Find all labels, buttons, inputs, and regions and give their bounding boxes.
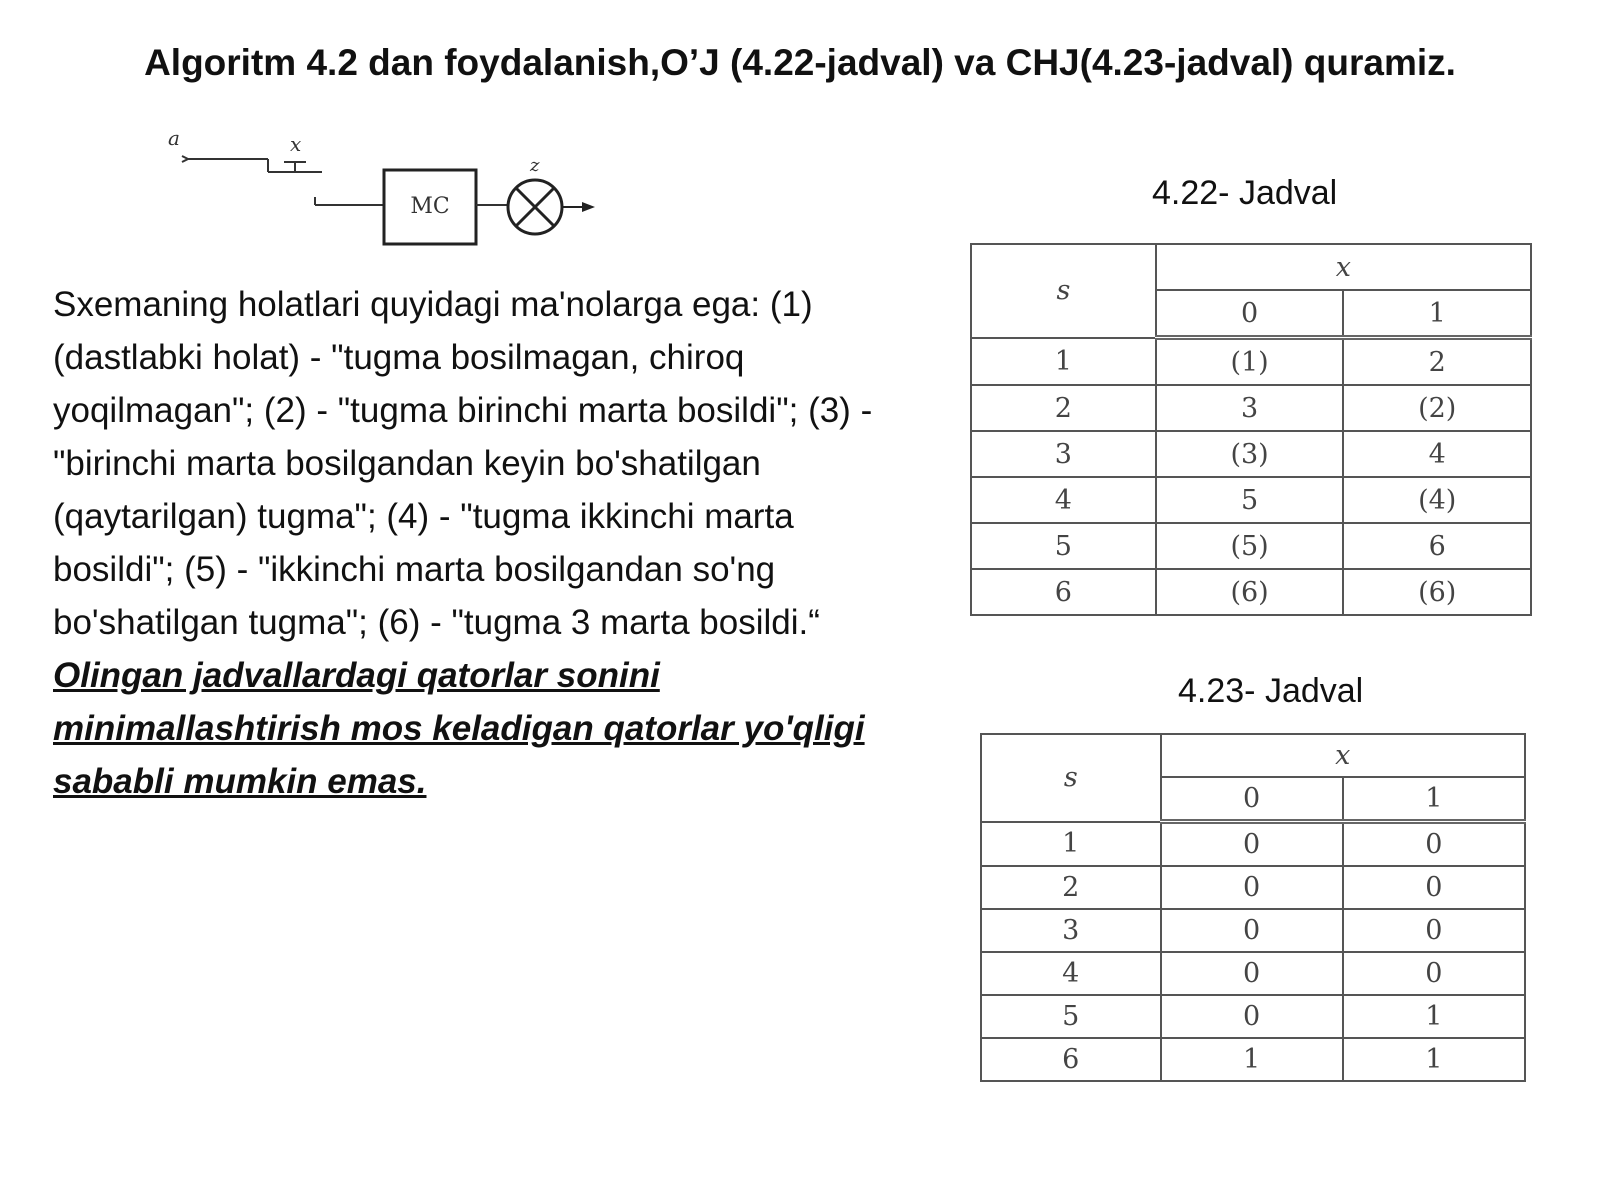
row-header-s: s	[971, 244, 1156, 338]
cell-x0: 5	[1156, 477, 1344, 523]
table-row	[971, 569, 1531, 615]
cell-x0: (5)	[1156, 523, 1344, 569]
col-1-header: 1	[1343, 290, 1531, 338]
table-row	[981, 866, 1525, 909]
cell-s: 1	[971, 338, 1156, 386]
states-description: Sxemaning holatlari quyidagi ma'nolarga ega: (1) (dastlabki holat) - "tugma bosilmagan, chiroq yoqilmagan"; (2) - "tugma birinchi marta bosildi"; (3) - "birinchi marta bosilgandan keyin bo'shatilgan (qaytarilgan) tugma"; (4) - "tugma ikkinchi marta bosildi"; (5) - "ikkinchi marta bosilgandan so'ng bo'shatilgan tugma"; (6) - "tugma 3 marta bosildi.“	[53, 285, 873, 642]
cell-x0: 0	[1161, 952, 1343, 995]
cell-x1: (6)	[1343, 569, 1531, 615]
cell-x0: 0	[1161, 866, 1343, 909]
cell-s: 6	[981, 1038, 1161, 1081]
cell-s: 3	[981, 909, 1161, 952]
col-header-x: x	[1161, 734, 1525, 777]
arrow-icon	[562, 202, 595, 212]
cell-x1: 2	[1343, 338, 1531, 386]
cell-x1: 0	[1343, 909, 1525, 952]
table-row	[981, 822, 1525, 867]
table-row	[981, 909, 1525, 952]
table-4-22	[970, 243, 1532, 616]
description-block	[53, 278, 883, 808]
cell-s: 4	[971, 477, 1156, 523]
table-4-22-caption: 4.22- Jadval	[1152, 174, 1338, 212]
button-switch	[182, 156, 322, 172]
cell-x1: 4	[1343, 431, 1531, 477]
table-row	[981, 952, 1525, 995]
conclusion-text: Olingan jadvallardagi qatorlar sonini minimallashtirish mos keladigan qatorlar yo'qligi sababli mumkin emas.	[53, 656, 865, 801]
cell-x1: 0	[1343, 866, 1525, 909]
table-row	[971, 385, 1531, 431]
cell-s: 3	[971, 431, 1156, 477]
cell-s: 5	[971, 523, 1156, 569]
slide-title: Algoritm 4.2 dan foydalanish,O’J (4.22-jadval) va CHJ(4.23-jadval) quramiz.	[144, 42, 1456, 83]
cell-s: 6	[971, 569, 1156, 615]
wire-to-block	[315, 197, 384, 205]
cell-x0: (1)	[1156, 338, 1344, 386]
cell-x1: 6	[1343, 523, 1531, 569]
table-4-23-caption: 4.23- Jadval	[1178, 672, 1364, 710]
cell-s: 5	[981, 995, 1161, 1038]
lamp-icon	[508, 180, 562, 234]
cell-s: 4	[981, 952, 1161, 995]
col-0-header: 0	[1161, 777, 1343, 822]
row-header-s: s	[981, 734, 1161, 822]
col-1-header: 1	[1343, 777, 1525, 822]
mc-block-label: MC	[410, 194, 450, 219]
cell-x0: 1	[1161, 1038, 1343, 1081]
cell-x0: 0	[1161, 995, 1343, 1038]
table-row	[971, 338, 1531, 386]
cell-x1: 1	[1343, 995, 1525, 1038]
cell-s: 2	[981, 866, 1161, 909]
table-row	[981, 995, 1525, 1038]
output-label: z	[530, 155, 540, 176]
table-row	[971, 431, 1531, 477]
table-row	[971, 477, 1531, 523]
cell-s: 2	[971, 385, 1156, 431]
col-0-header: 0	[1156, 290, 1344, 338]
cell-s: 1	[981, 822, 1161, 867]
cell-x0: 0	[1161, 909, 1343, 952]
cell-x0: 0	[1161, 822, 1343, 867]
table-row	[971, 523, 1531, 569]
cell-x1: 1	[1343, 1038, 1525, 1081]
col-header-x: x	[1156, 244, 1531, 290]
cell-x1: (2)	[1343, 385, 1531, 431]
cell-x1: (4)	[1343, 477, 1531, 523]
circuit-diagram	[150, 125, 650, 265]
table-row	[981, 1038, 1525, 1081]
cell-x1: 0	[1343, 952, 1525, 995]
cell-x0: (6)	[1156, 569, 1344, 615]
cell-x0: 3	[1156, 385, 1344, 431]
cell-x0: (3)	[1156, 431, 1344, 477]
table-4-23	[980, 733, 1526, 1082]
input-label: a	[168, 126, 180, 150]
cell-x1: 0	[1343, 822, 1525, 867]
button-label: x	[290, 132, 302, 156]
